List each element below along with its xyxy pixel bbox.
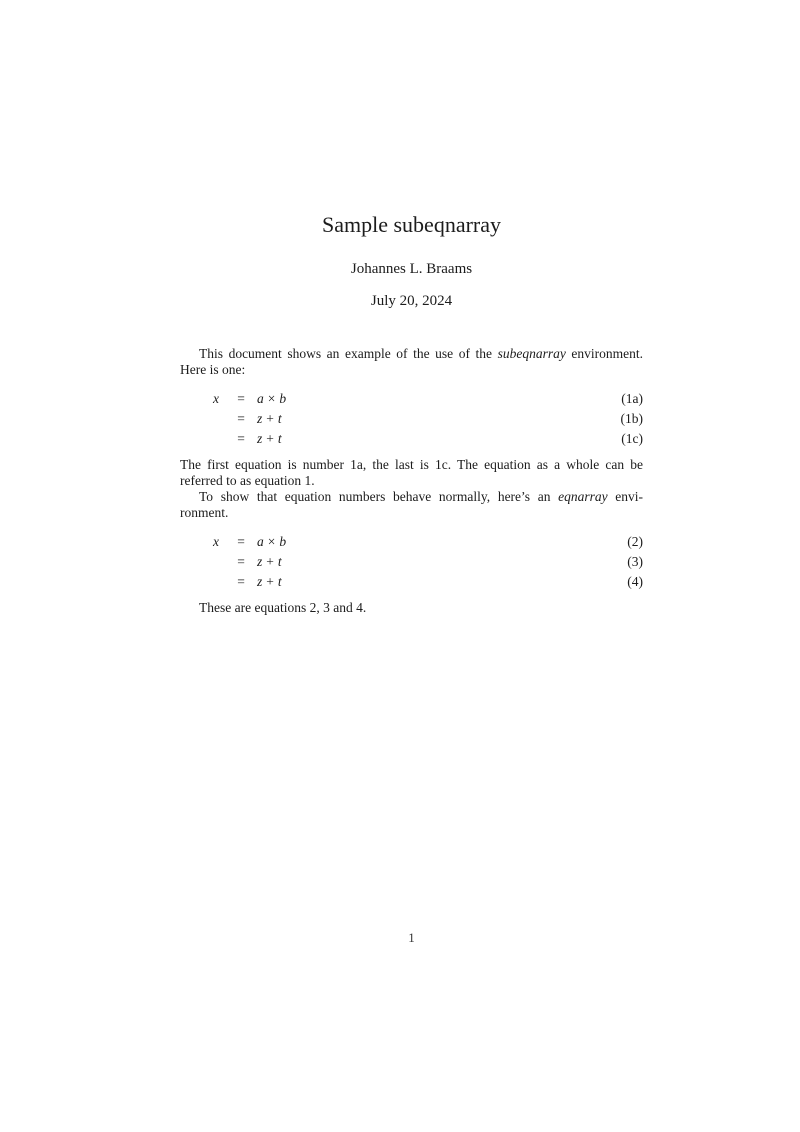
- equals-sign: =: [237, 411, 245, 426]
- eqnarray-equations: [180, 532, 643, 592]
- math-var: z: [257, 431, 263, 446]
- equation-rhs: [257, 532, 286, 552]
- math-var: t: [277, 574, 282, 589]
- equation-lhs: x: [213, 534, 219, 549]
- paragraph-line: [180, 489, 643, 505]
- equation-lhs: x: [213, 391, 219, 406]
- equation-row-1b: [180, 409, 643, 429]
- text-segment: envi-: [607, 489, 644, 504]
- document-title: Sample subeqnarray: [322, 212, 501, 237]
- document-body: [180, 346, 643, 616]
- math-var: t: [277, 431, 282, 446]
- paragraph-line: [180, 346, 643, 362]
- math-operator: +: [266, 411, 274, 426]
- math-var: z: [257, 411, 263, 426]
- math-operator: +: [266, 574, 274, 589]
- equation-row-3: [180, 552, 643, 572]
- text-segment: This document shows an example of the use of the: [199, 346, 498, 361]
- paragraph-line: referred to as equation 1.: [180, 473, 315, 488]
- math-var: t: [277, 554, 282, 569]
- paragraph-line: ronment.: [180, 505, 229, 520]
- equation-rhs: [257, 389, 286, 409]
- paragraph-line: Here is one:: [180, 362, 246, 377]
- document-author: Johannes L. Braams: [350, 261, 473, 277]
- math-var: t: [277, 411, 282, 426]
- document-date: July 20, 2024: [370, 293, 453, 309]
- math-var: b: [279, 391, 287, 406]
- math-operator: ×: [267, 391, 276, 406]
- equals-sign: =: [237, 391, 245, 406]
- equation-number: (1c): [621, 431, 643, 446]
- text-segment: To show that equation numbers behave normally, here’s an: [199, 489, 559, 504]
- equation-number: (2): [627, 534, 643, 549]
- equation-number: (3): [627, 554, 643, 569]
- paragraph-eqnarray-intro: [180, 489, 643, 521]
- math-var: z: [257, 574, 263, 589]
- equation-rhs: [257, 409, 282, 429]
- equals-sign: =: [237, 574, 245, 589]
- math-var: a: [257, 391, 264, 406]
- equation-row-1a: [180, 389, 643, 409]
- paragraph-line: The first equation is number 1a, the last is 1c. The equation as a whole can be: [180, 457, 643, 472]
- math-var: b: [279, 534, 287, 549]
- paragraph-intro: [180, 346, 643, 378]
- paragraph-line: These are equations 2, 3 and 4.: [199, 600, 367, 615]
- equation-rhs: [257, 429, 282, 449]
- italic-term-eqnarray: eqnarray: [558, 489, 608, 504]
- italic-term-subeqnarray: subeqnarray: [497, 346, 566, 361]
- math-operator: +: [266, 554, 274, 569]
- equals-sign: =: [237, 534, 245, 549]
- paragraph-closing: [180, 600, 643, 616]
- equation-number: (1b): [620, 411, 643, 426]
- paragraph-reference: [180, 457, 643, 489]
- math-var: a: [257, 534, 264, 549]
- math-var: z: [257, 554, 263, 569]
- equation-rhs: [257, 572, 282, 592]
- text-segment: environment.: [565, 346, 643, 361]
- equation-row-2: [180, 532, 643, 552]
- equals-sign: =: [237, 554, 245, 569]
- math-operator: ×: [267, 534, 276, 549]
- equation-rhs: [257, 552, 282, 572]
- equation-number: (4): [627, 574, 643, 589]
- equation-row-1c: [180, 429, 643, 449]
- subeqnarray-equations: [180, 389, 643, 449]
- equation-row-4: [180, 572, 643, 592]
- equation-number: (1a): [621, 391, 643, 406]
- page-number: 1: [408, 930, 415, 945]
- equals-sign: =: [237, 431, 245, 446]
- math-operator: +: [266, 431, 274, 446]
- title-block: [180, 0, 643, 310]
